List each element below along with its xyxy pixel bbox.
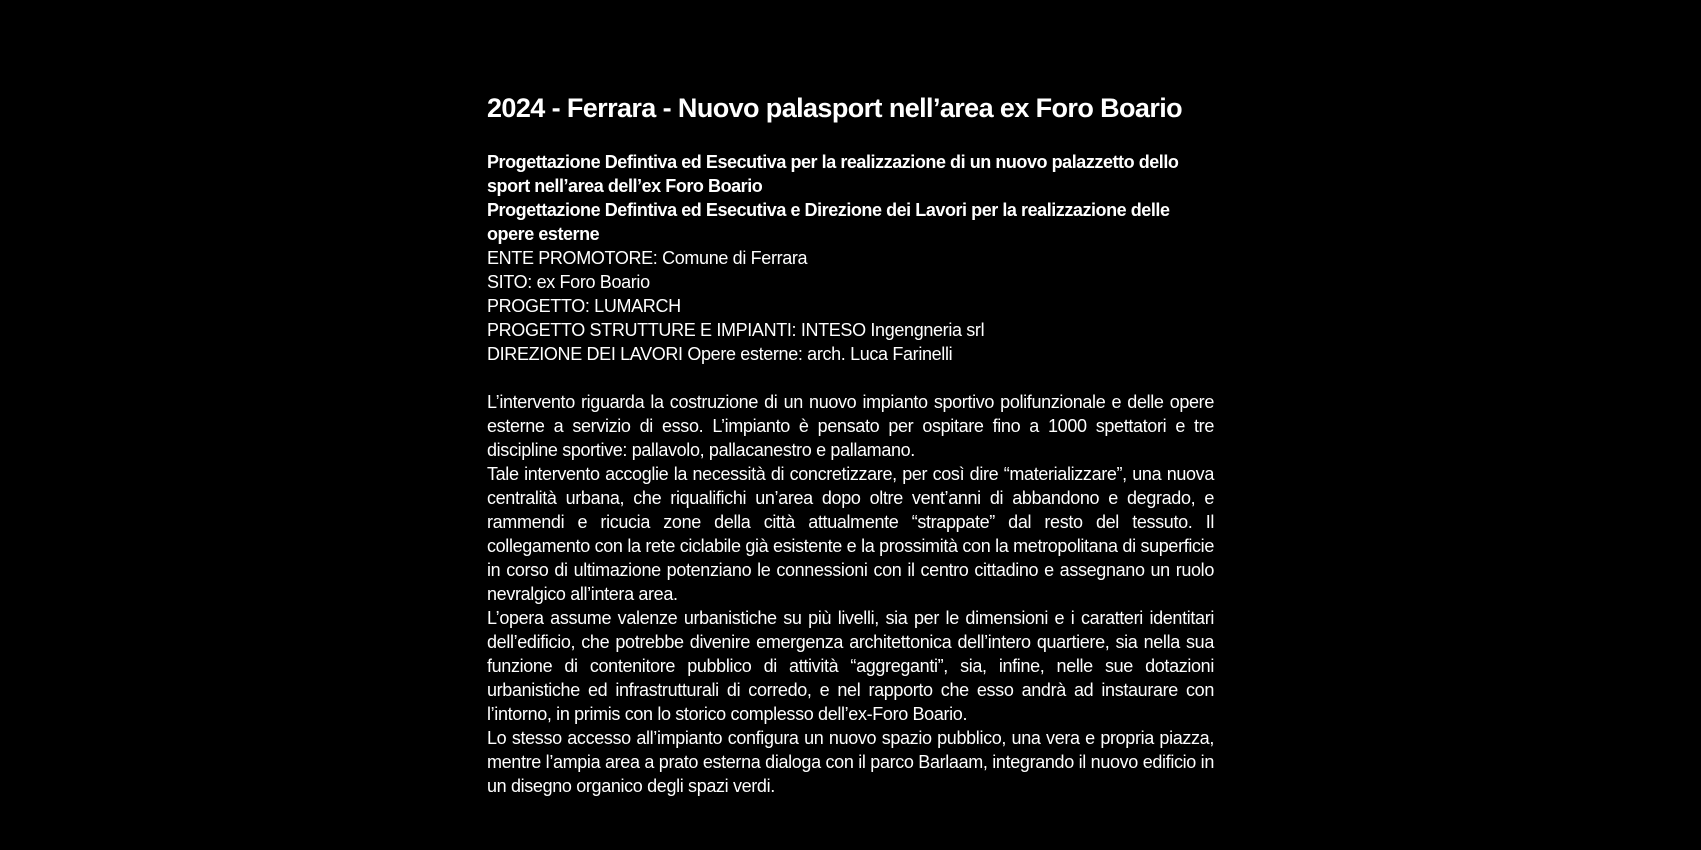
credit-direzione-lavori: DIREZIONE DEI LAVORI Opere esterne: arch. Luca Farinelli (487, 344, 953, 364)
credit-progetto: PROGETTO: LUMARCH (487, 296, 681, 316)
commission-heading-exterior: Progettazione Defintiva ed Esecutiva e Direzione dei Lavori per la realizzazione delle opere esterne (487, 200, 1170, 244)
credit-sito: SITO: ex Foro Boario (487, 272, 650, 292)
project-credits (487, 150, 1214, 366)
description-paragraph: Lo stesso accesso all’impianto configura un nuovo spazio pubblico, una vera e propria piazza, mentre l’ampia area a prato esterna dialoga con il parco Barlaam, integrando il nuovo edificio in un disegno organico degli spazi verdi. (487, 728, 1214, 796)
page-title: 2024 - Ferrara - Nuovo palasport nell’area ex Foro Boario (487, 93, 1183, 123)
description-paragraph: Tale intervento accoglie la necessità di concretizzare, per così dire “materializzare”, una nuova centralità urbana, che riqualifichi un’area dopo oltre vent’anni di abbandono e degrado, e rammendi e ricucia zone della città attualmente “strappate” dal resto del tessuto. Il collegamento con la rete ciclabile già esistente e la prossimità con la metropolitana di superficie in corso di ultimazione potenziano le connessioni con il centro cittadino e assegnano un ruolo nevralgico all’intera area. (487, 464, 1214, 604)
description-paragraph: L’intervento riguarda la costruzione di un nuovo impianto sportivo polifunzionale e delle opere esterne a servizio di esso. L’impianto è pensato per ospitare fino a 1000 spettatori e tre discipline sportive: pallavolo, pallacanestro e pallamano. (487, 392, 1214, 460)
description-paragraph: L’opera assume valenze urbanistiche su più livelli, sia per le dimensioni e i caratteri identitari dell’edificio, che potrebbe divenire emergenza architettonica dell’intero quartiere, sia nella sua funzione di contenitore pubblico di attività “aggreganti”, sia, infine, nelle sue dotazioni urbanistiche ed infrastrutturali di corredo, e nel rapporto che esso andrà ad instaurare con l’intorno, in primis con lo storico complesso dell’ex-Foro Boario. (487, 608, 1214, 724)
credit-ente-promotore: ENTE PROMOTORE: Comune di Ferrara (487, 248, 808, 268)
commission-heading-building: Progettazione Defintiva ed Esecutiva per la realizzazione di un nuovo palazzetto dello sport nell’area dell’ex Foro Boario (487, 152, 1179, 196)
project-article (487, 88, 1214, 798)
project-description (487, 390, 1214, 798)
credit-strutture-impianti: PROGETTO STRUTTURE E IMPIANTI: INTESO Ingengneria srl (487, 320, 985, 340)
